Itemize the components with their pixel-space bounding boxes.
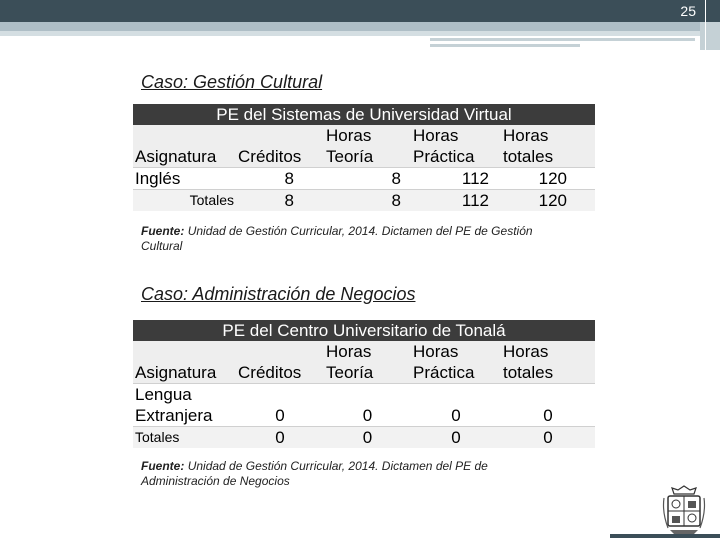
col-header-totales: totales [501, 362, 595, 384]
cell-totales-total: 0 [501, 427, 595, 449]
cell-creditos: 0 [236, 405, 324, 427]
cell-creditos: 8 [236, 168, 324, 190]
source-note [141, 459, 561, 489]
table-row [133, 405, 595, 427]
top-banner [0, 0, 720, 22]
cell-practica-total: 0 [411, 427, 501, 449]
col-header-practica: Práctica [411, 146, 501, 168]
source-note [141, 224, 561, 254]
col-header-teoria: Teoría [324, 146, 411, 168]
col-header-teoria: Teoría [324, 362, 411, 384]
cell-practica: 112 [411, 168, 501, 190]
col-header-practica: Práctica [411, 362, 501, 384]
decor-block [700, 22, 720, 50]
cell-teoria: 8 [324, 168, 411, 190]
table-gestion-cultural [133, 104, 595, 211]
cell-asignatura: Inglés [133, 168, 236, 190]
table-row [133, 384, 595, 406]
col-header-horas: Horas [501, 341, 595, 362]
decor-line [430, 44, 580, 47]
table-title: PE del Sistemas de Universidad Virtual [133, 104, 595, 125]
col-header-blank [236, 341, 324, 362]
col-header-asignatura: Asignatura [133, 362, 236, 384]
col-header-totales: totales [501, 146, 595, 168]
decor-line [0, 31, 700, 36]
decor-divider [705, 0, 706, 50]
case-title-administracion-negocios: Caso: Administración de Negocios [141, 284, 416, 304]
source-label: Fuente: [141, 224, 185, 238]
case-title-gestion-cultural: Caso: Gestión Cultural [141, 72, 323, 92]
cell-teoria-total: 0 [324, 427, 411, 449]
cell-totales-total: 120 [501, 190, 595, 212]
col-header-horas: Horas [501, 125, 595, 146]
source-text: Unidad de Gestión Curricular, 2014. Dictamen del PE de Gestión Cultural [141, 224, 533, 253]
cell-teoria: 0 [324, 405, 411, 427]
university-crest-icon [660, 482, 708, 536]
decor-line [430, 38, 695, 41]
col-header-creditos: Créditos [236, 146, 324, 168]
cell-asignatura-line1: Lengua [135, 385, 192, 404]
totals-label: Totales [133, 427, 236, 449]
slide-number: 25 [680, 3, 696, 19]
totals-label: Totales [133, 190, 236, 212]
cell-asignatura-line2: Extranjera [133, 405, 236, 427]
source-text: Unidad de Gestión Curricular, 2014. Dictamen del PE de Administración de Negocios [141, 459, 488, 488]
col-header-blank [133, 341, 236, 362]
totals-row [133, 190, 595, 212]
table-administracion-negocios [133, 320, 595, 448]
cell-teoria-total: 8 [324, 190, 411, 212]
table-title: PE del Centro Universitario de Tonalá [133, 320, 595, 341]
col-header-creditos: Créditos [236, 362, 324, 384]
top-accent-band [0, 22, 712, 31]
col-header-blank [133, 125, 236, 146]
table-row [133, 168, 595, 190]
cell-creditos-total: 0 [236, 427, 324, 449]
col-header-blank [236, 125, 324, 146]
col-header-asignatura: Asignatura [133, 146, 236, 168]
col-header-horas: Horas [411, 341, 501, 362]
col-header-horas: Horas [324, 125, 411, 146]
cell-practica-total: 112 [411, 190, 501, 212]
col-header-horas: Horas [324, 341, 411, 362]
totals-row [133, 427, 595, 449]
cell-totales: 0 [501, 405, 595, 427]
decor-line [610, 534, 720, 538]
source-label: Fuente: [141, 459, 185, 473]
col-header-horas: Horas [411, 125, 501, 146]
cell-totales: 120 [501, 168, 595, 190]
cell-creditos-total: 8 [236, 190, 324, 212]
cell-practica: 0 [411, 405, 501, 427]
